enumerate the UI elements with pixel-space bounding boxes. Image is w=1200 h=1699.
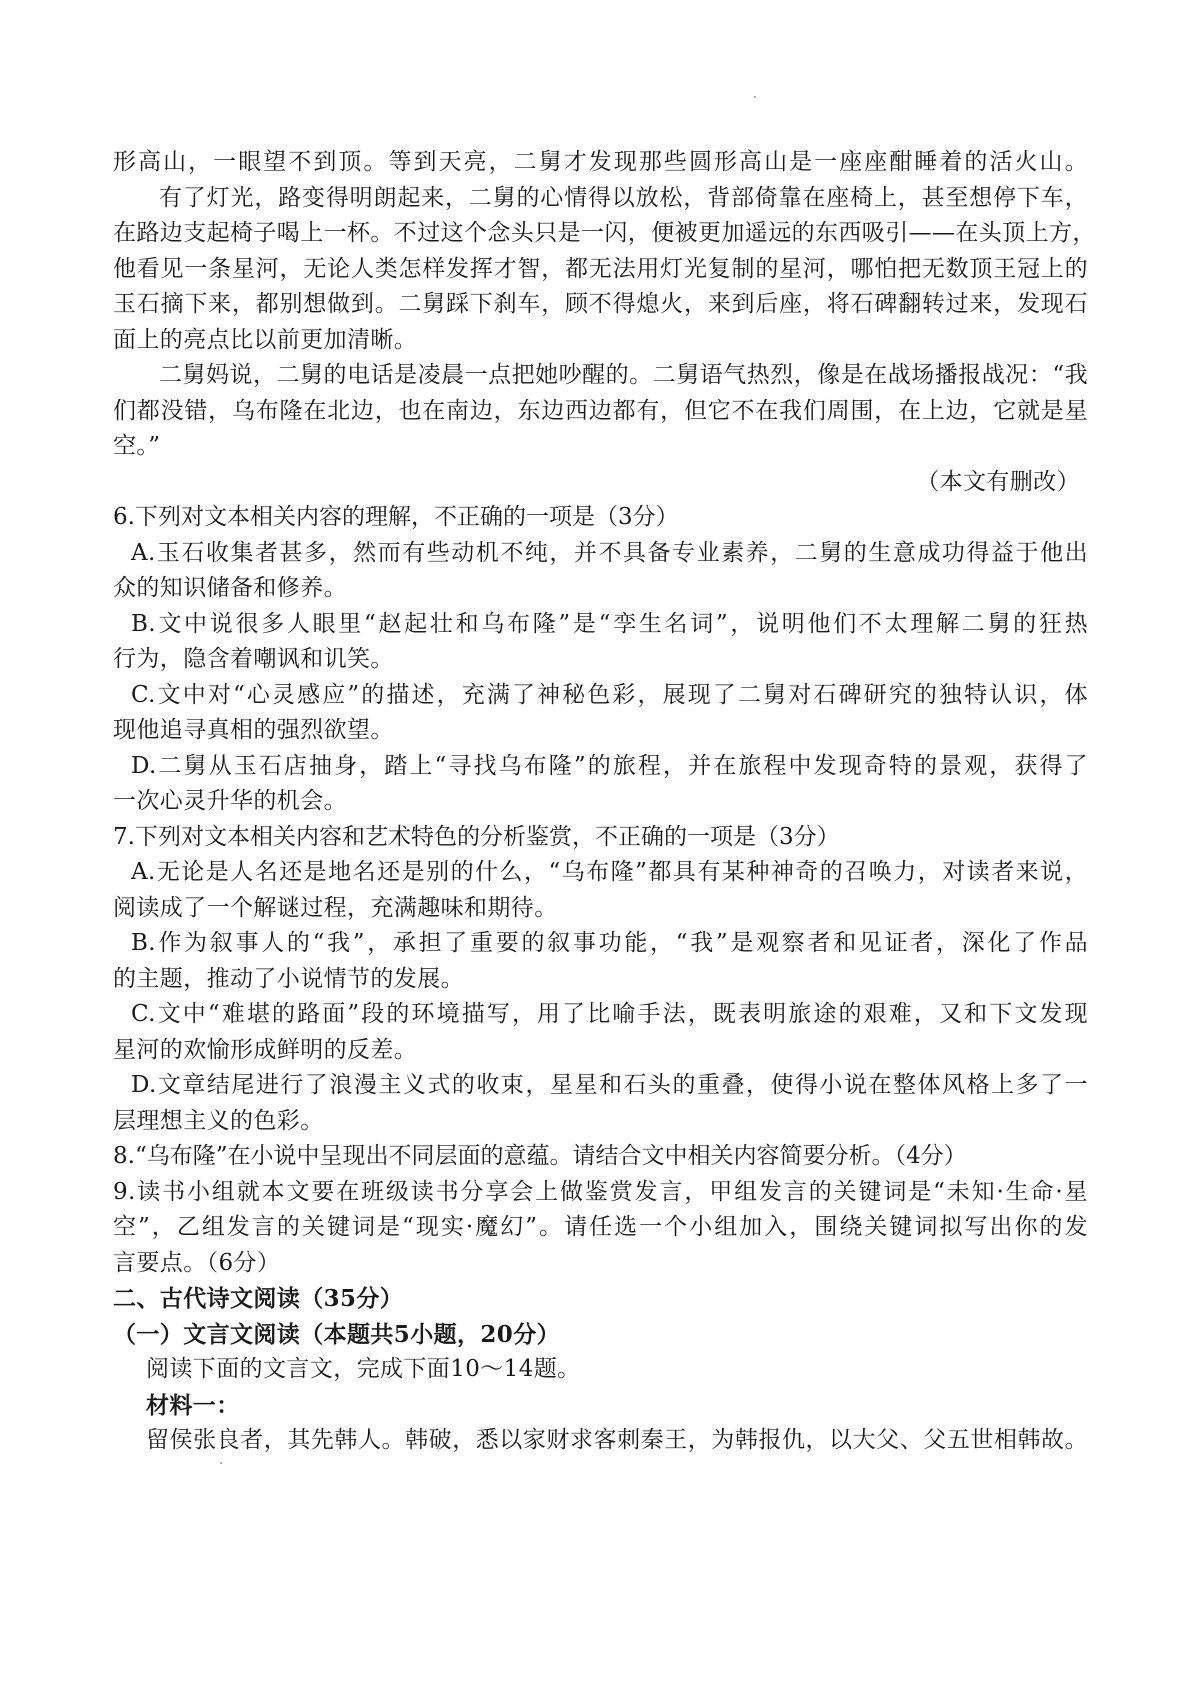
question-7-option-d-cont: 层理想主义的色彩。 xyxy=(113,1107,324,1134)
question-6-option-d: D.二舅从玉石店抽身，踏上“寻找乌布隆”的旅程，并在旅程中发现奇特的景观，获得了 xyxy=(131,752,1088,779)
passage-line: 形高山，一眼望不到顶。等到天亮，二舅才发现那些圆形高山是一座座酣睡着的活火山。 xyxy=(113,149,1088,175)
question-6-option-c-cont: 现他追寻真相的强烈欲望。 xyxy=(113,717,394,743)
question-6-option-b: B.文中说很多人眼里“赵起壮和乌布隆”是“孪生名词”，说明他们不太理解二舅的狂热 xyxy=(131,610,1088,637)
question-6-option-b-cont: 行为，隐含着嘲讽和讥笑。 xyxy=(113,646,394,672)
question-7-option-b-cont: 的主题，推动了小说情节的发展。 xyxy=(113,965,464,992)
question-6-option-d-cont: 一次心灵升华的机会。 xyxy=(113,788,347,814)
passage-line: 有了灯光，路变得明朗起来，二舅的心情得以放松，背部倚靠在座椅上，甚至想停下车， xyxy=(159,184,1088,211)
question-9-stem-cont: 空”，乙组发言的关键词是“现实·魔幻”。请任选一个小组加入，围绕关键词拟写出你的发 xyxy=(113,1214,1088,1240)
question-6-option-a: A.玉石收集者甚多，然而有些动机不纯，并不具备专业素养，二舅的生意成功得益于他出 xyxy=(131,539,1088,566)
scan-speck xyxy=(754,96,756,98)
question-6-option-c: C.文中对“心灵感应”的描述，充满了神秘色彩，展现了二舅对石碑研究的独特认识，体 xyxy=(131,681,1088,708)
question-7-option-c: C.文中“难堪的路面”段的环境描写，用了比喻手法，既表明旅途的艰难，又和下文发现 xyxy=(131,1001,1088,1027)
question-9-stem: 9.读书小组就本文要在班级读书分享会上做鉴赏发言，甲组发言的关键词是“未知·生命·星 xyxy=(113,1178,1088,1205)
question-9-stem-end: 言要点。（6分） xyxy=(113,1249,281,1276)
question-7-option-b: B.作为叙事人的“我”，承担了重要的叙事功能，“我”是观察者和见证者，深化了作品 xyxy=(131,930,1088,956)
passage-line: 二舅妈说，二舅的电话是凌晨一点把她吵醒的。二舅语气热烈，像是在战场播报战况：“我 xyxy=(159,362,1088,388)
question-7-option-a: A.无论是人名还是地名还是别的什么，“乌布隆”都具有某种神奇的召唤力，对读者来说， xyxy=(131,859,1088,885)
question-7-option-c-cont: 星河的欢愉形成鲜明的反差。 xyxy=(113,1036,418,1063)
passage-line: 们都没错，乌布隆在北边，也在南边，东边西边都有，但它不在我们周围，在上边，它就是星 xyxy=(113,397,1088,424)
question-7-stem: 7.下列对文本相关内容和艺术特色的分析鉴赏，不正确的一项是（3分） xyxy=(113,823,840,850)
material-text: 留侯张良者，其先韩人。韩破，悉以家财求客刺秦王，为韩报仇，以大父、父五世相韩故。 xyxy=(146,1427,1088,1453)
question-6-stem: 6.下列对文本相关内容的理解，不正确的一项是（3分） xyxy=(113,504,679,530)
source-note: （本文有删改） xyxy=(916,468,1080,495)
passage-line: 玉石摘下来，都别想做到。二舅踩下刹车，顾不得熄火，来到后座，将石碑翻转过来，发现石 xyxy=(113,291,1088,317)
material-label: 材料一： xyxy=(146,1391,240,1419)
passage-line: 面上的亮点比以前更加清晰。 xyxy=(113,326,418,353)
scan-speck xyxy=(220,1462,222,1464)
question-7-option-d: D.文章结尾进行了浪漫主义式的收束，星星和石头的重叠，使得小说在整体风格上多了一 xyxy=(131,1072,1088,1098)
passage-line: 空。” xyxy=(113,433,161,459)
section-heading: 二、古代诗文阅读（35分） xyxy=(113,1285,404,1312)
question-7-option-a-cont: 阅读成了一个解谜过程，充满趣味和期待。 xyxy=(113,894,558,921)
question-8-stem: 8.“乌布隆”在小说中呈现出不同层面的意蕴。请结合文中相关内容简要分析。（4分） xyxy=(113,1143,967,1169)
subsection-heading: （一）文言文阅读（本题共5小题，20分） xyxy=(113,1320,561,1348)
reading-instruction: 阅读下面的文言文，完成下面10～14题。 xyxy=(146,1356,581,1382)
passage-line: 他看见一条星河，无论人类怎样发挥才智，都无法用灯光复制的星河，哪怕把无数顶王冠上的 xyxy=(113,255,1088,282)
question-6-option-a-cont: 众的知识储备和修养。 xyxy=(113,575,347,601)
passage-line: 在路边支起椅子喝上一杯。不过这个念头只是一闪，便被更加遥远的东西吸引——在头顶上方， xyxy=(113,220,1096,246)
page-content xyxy=(113,145,1096,1459)
